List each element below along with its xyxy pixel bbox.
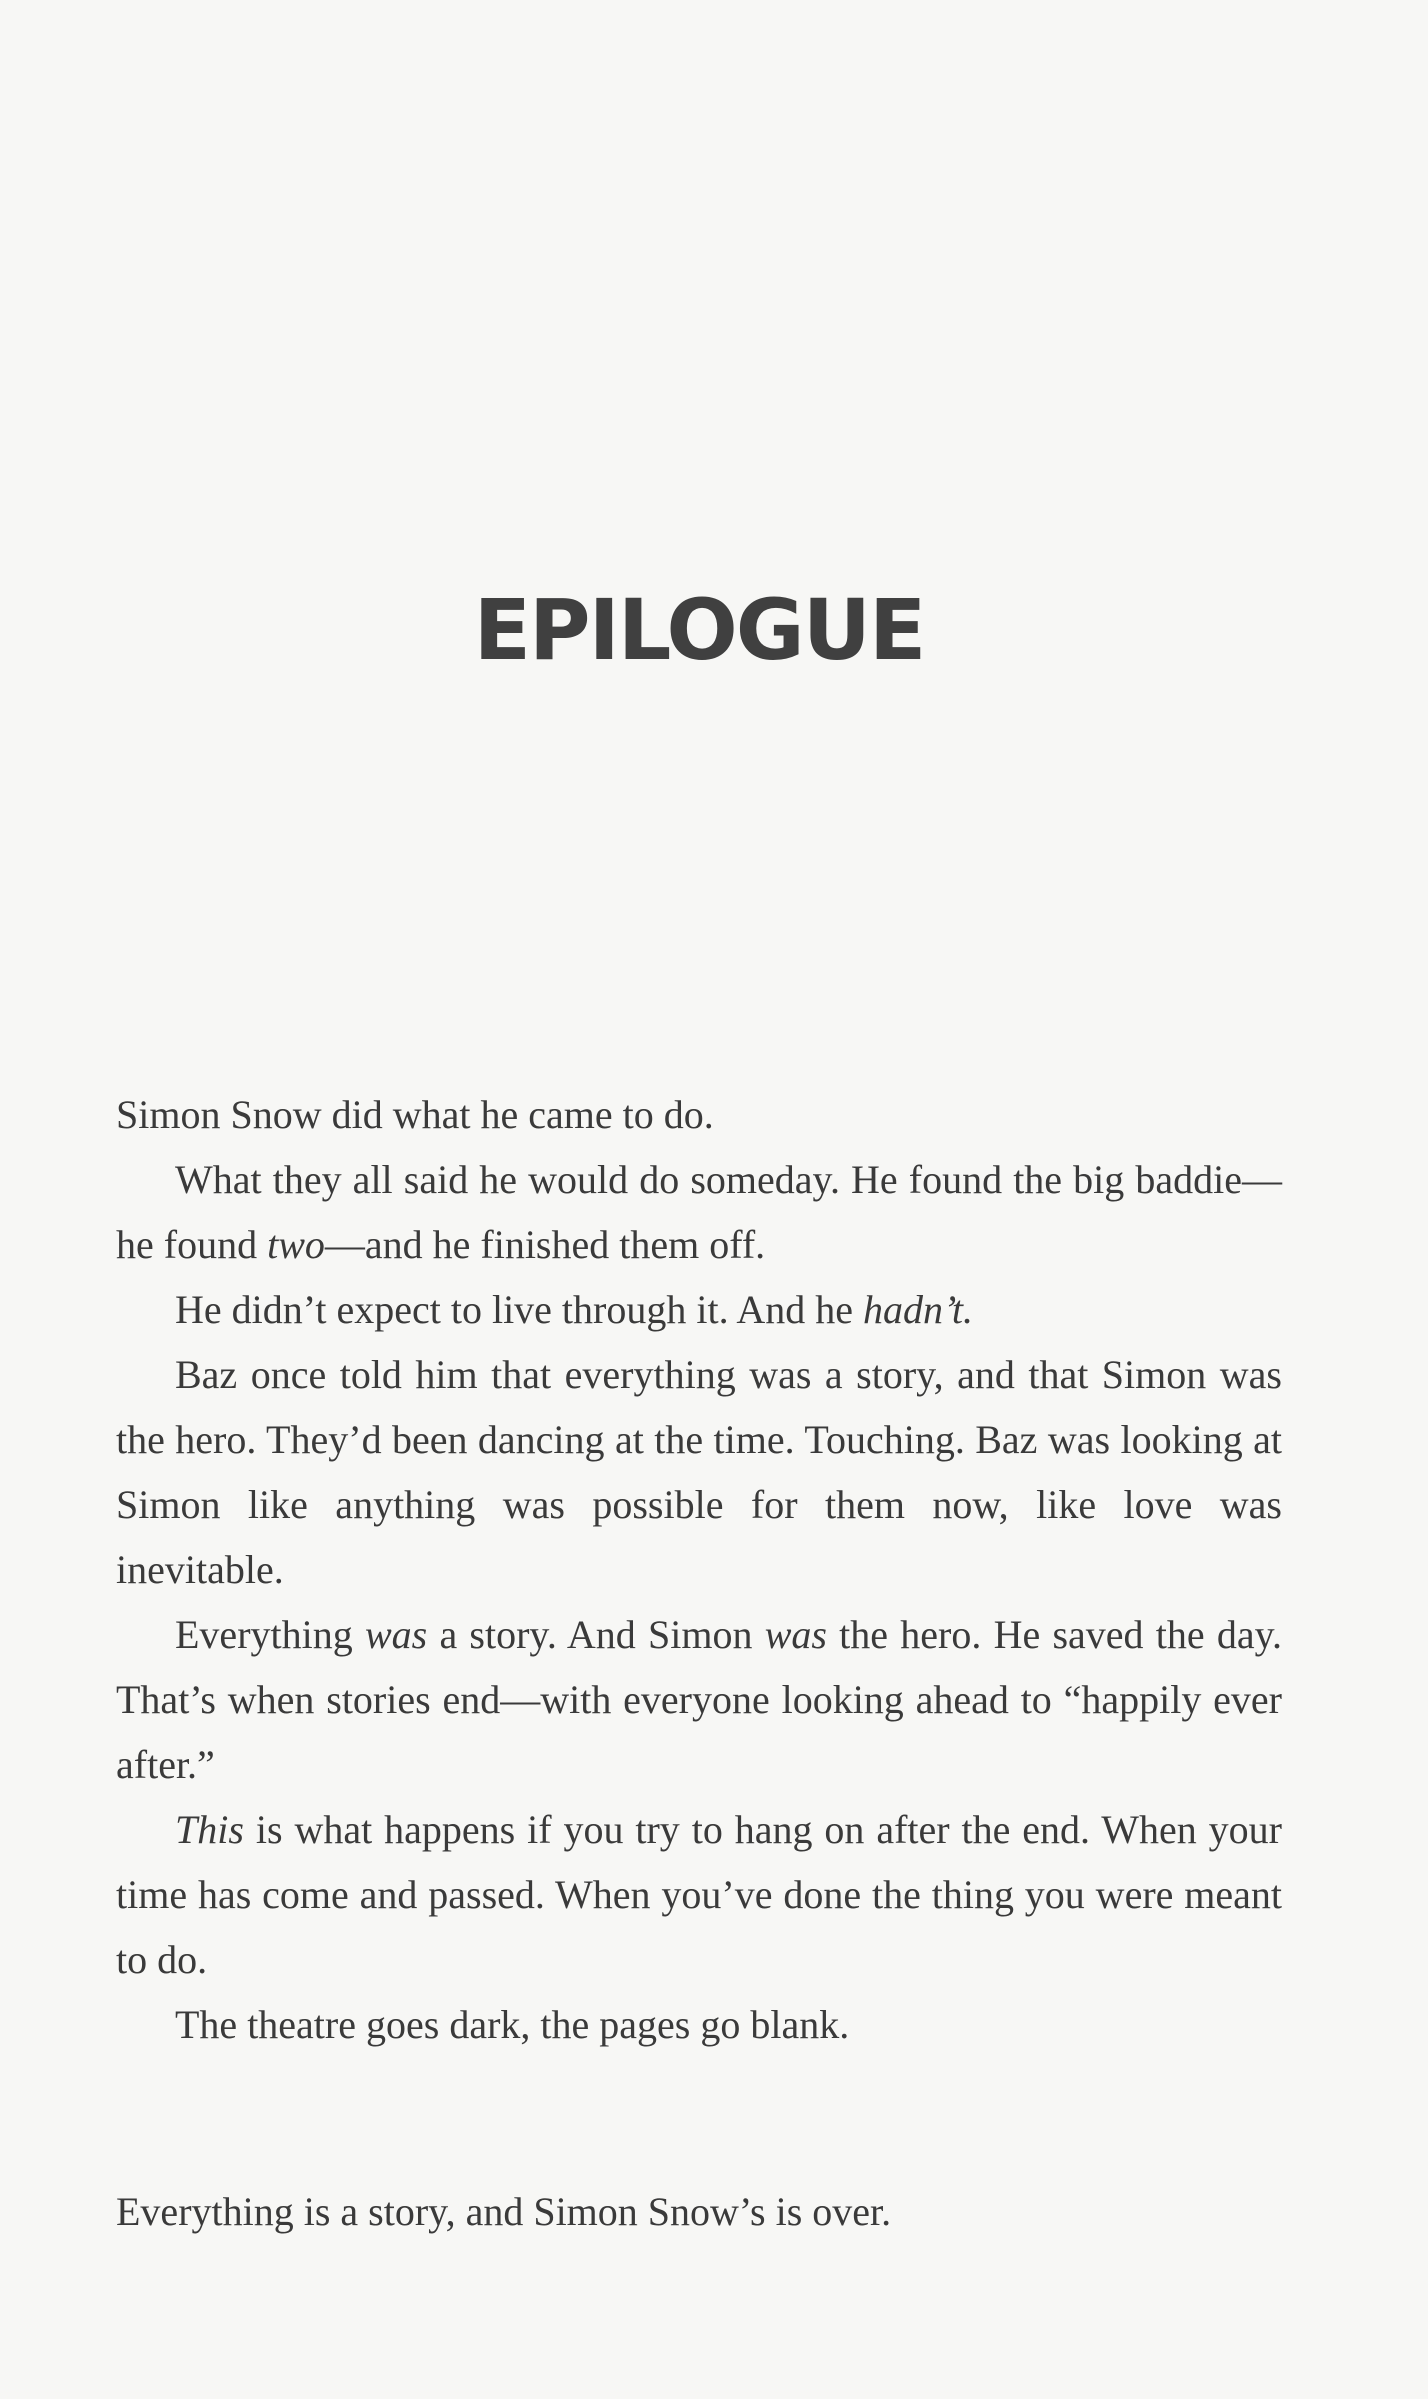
italic-run: hadn’t. xyxy=(863,1287,974,1332)
body-text xyxy=(116,1082,1282,2057)
italic-run: was xyxy=(764,1612,827,1657)
body-paragraph xyxy=(116,1797,1282,1992)
text-run: Everything xyxy=(175,1612,365,1657)
italic-run: two xyxy=(267,1222,325,1267)
body-paragraph xyxy=(116,1992,1282,2057)
body-paragraph xyxy=(116,1342,1282,1602)
chapter-title: EPILOGUE xyxy=(473,581,925,679)
text-run: a story. And Simon xyxy=(427,1612,765,1657)
body-paragraph xyxy=(116,1602,1282,1797)
body-paragraph xyxy=(116,1082,1282,1147)
text-run: —and he finished them off. xyxy=(324,1222,766,1267)
text-run: the hero. He saved the day. That’s when stories end—with everyone looking ahead to “happily ever after.” xyxy=(116,1612,1282,1787)
body-paragraph xyxy=(116,1277,1282,1342)
text-run: Simon Snow did what he came to do. xyxy=(116,1092,714,1137)
italic-run: This xyxy=(175,1807,244,1852)
text-run: What they all said he would do someday. He found the big baddie—he found xyxy=(116,1157,1282,1267)
closing-line: Everything is a story, and Simon Snow’s is over. xyxy=(116,2189,892,2234)
body-paragraph xyxy=(116,1147,1282,1277)
italic-run: was xyxy=(364,1612,428,1657)
text-run: He didn’t expect to live through it. And he xyxy=(175,1287,864,1332)
text-run: is what happens if you try to hang on after the end. When your time has come and passed. When you’ve done the thing you were meant to do. xyxy=(116,1807,1282,1982)
text-run: The theatre goes dark, the pages go blank. xyxy=(175,2002,850,2047)
text-run: Baz once told him that everything was a story, and that Simon was the hero. They’d been dancing at the time. Touching. Baz was looking at Simon like anything was possible for them now, like love was inevitable. xyxy=(116,1352,1282,1592)
